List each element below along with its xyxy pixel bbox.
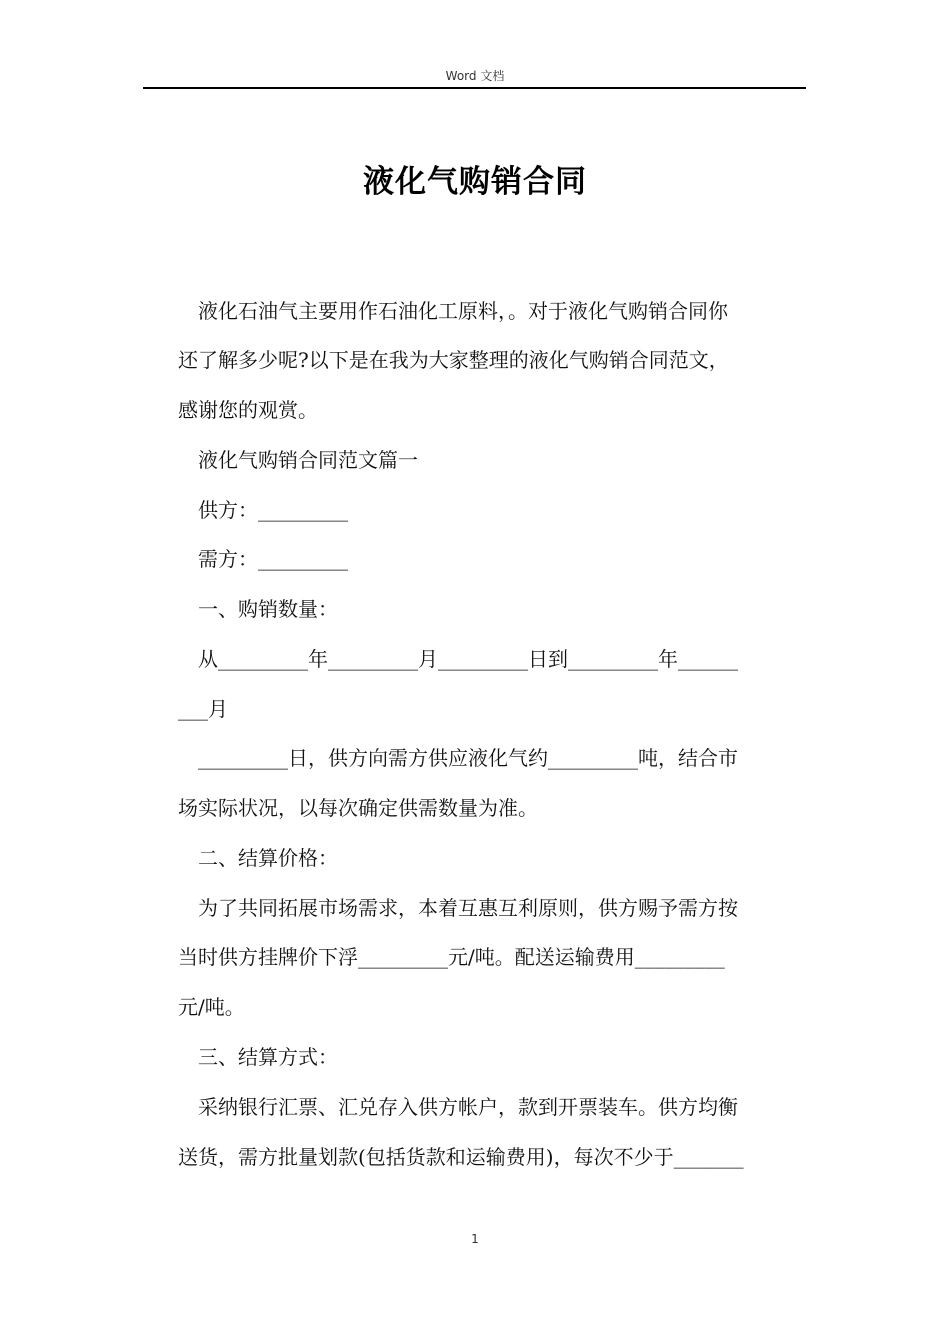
body-line: 为了共同拓展市场需求，本着互惠互利原则，供方赐予需方按 [178,896,738,920]
body-line: 需方：_________ [178,547,348,571]
page-number: 1 [471,1232,479,1246]
header-divider [143,87,806,89]
document-title: 液化气购销合同 [363,164,587,200]
body-line: 一、购销数量： [178,597,338,621]
body-line: 还了解多少呢?以下是在我为大家整理的液化气购销合同范文， [178,348,729,372]
body-line: 三、结算方式： [178,1045,338,1069]
body-line: 液化石油气主要用作石油化工原料，。对于液化气购销合同你 [178,299,728,323]
body-line: 送货，需方批量划款(包括货款和运输费用)，每次不少于_______ [178,1145,744,1169]
body-line: 液化气购销合同范文篇一 [178,448,418,472]
body-line: 供方：_________ [178,498,348,522]
body-line: ___月 [178,697,228,721]
body-line: 采纳银行汇票、汇兑存入供方帐户，款到开票装车。供方均衡 [178,1095,738,1119]
body-line: 元/吨。 [178,995,245,1019]
body-line: 从_________年_________月_________日到_________年______ [178,647,738,671]
body-line: 场实际状况，以每次确定供需数量为准。 [178,796,538,820]
body-line: _________日，供方向需方供应液化气约_________吨，结合市 [178,746,738,770]
body-line: 当时供方挂牌价下浮_________元/吨。配送运输费用_________ [178,945,725,969]
header-text: Word 文档 [445,69,505,83]
body-line: 二、结算价格： [178,846,338,870]
body-line: 感谢您的观赏。 [178,398,318,422]
